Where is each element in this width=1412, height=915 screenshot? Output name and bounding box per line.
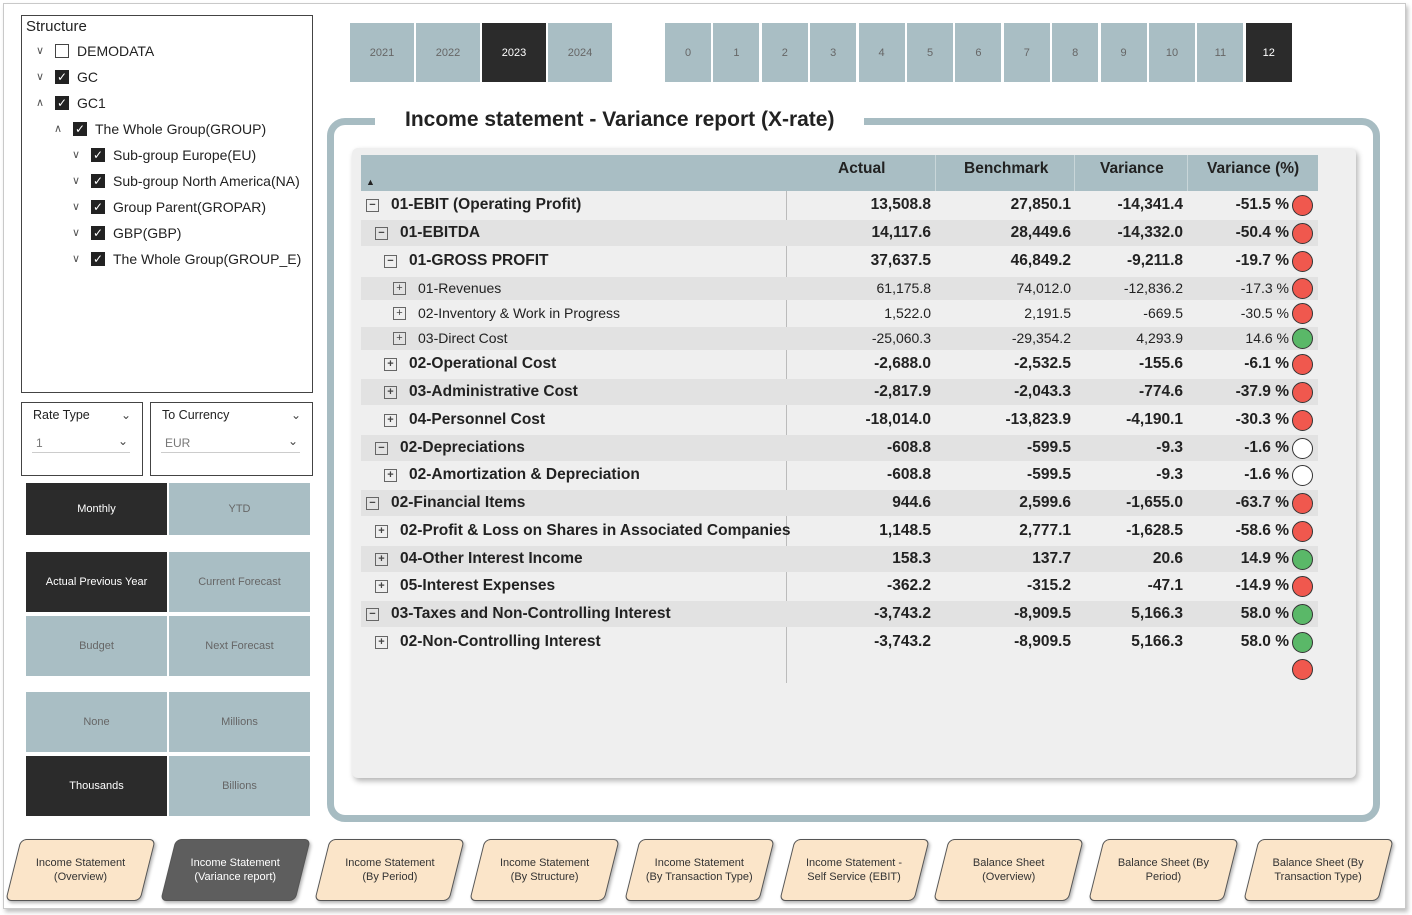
expand-icon[interactable]: + bbox=[393, 282, 406, 295]
cell-actual: 61,175.8 bbox=[876, 280, 931, 296]
cell-pct: 58.0 % bbox=[1240, 605, 1289, 622]
cell-variance: 5,166.3 bbox=[1131, 633, 1183, 650]
column-divider bbox=[1074, 155, 1075, 191]
cell-benchmark: 137.7 bbox=[1032, 550, 1071, 567]
expand-icon[interactable]: + bbox=[384, 386, 397, 399]
structure-item[interactable] bbox=[69, 170, 300, 192]
row-label-text: 01-GROSS PROFIT bbox=[409, 252, 549, 269]
row-label bbox=[375, 438, 525, 458]
cell-variance: -1,655.0 bbox=[1126, 494, 1183, 511]
checkbox[interactable]: ✓ bbox=[74, 122, 86, 136]
row-label-text: 04-Other Interest Income bbox=[400, 550, 583, 567]
row-label bbox=[366, 493, 525, 513]
cell-pct: -6.1 % bbox=[1244, 355, 1289, 372]
report-title: Income statement - Variance report (X-rate) bbox=[375, 105, 864, 135]
row-label-text: 01-EBITDA bbox=[400, 224, 481, 241]
page-tab[interactable] bbox=[787, 839, 922, 901]
cell-variance: -155.6 bbox=[1139, 355, 1183, 372]
row-label bbox=[366, 604, 671, 624]
tab-label: Income Statement (Variance report) bbox=[190, 857, 280, 883]
period-button-2[interactable]: 2 bbox=[762, 23, 808, 82]
page-tab[interactable] bbox=[632, 839, 767, 901]
period-button-7[interactable]: 7 bbox=[1004, 23, 1050, 82]
structure-item-label: GC bbox=[77, 69, 98, 85]
status-indicator-red bbox=[1292, 659, 1313, 680]
row-label-text: 02-Depreciations bbox=[400, 439, 525, 456]
cell-variance: -1,628.5 bbox=[1126, 522, 1183, 539]
cell-benchmark: -29,354.2 bbox=[1011, 330, 1071, 346]
cell-benchmark: 2,191.5 bbox=[1024, 305, 1071, 321]
status-indicator-red bbox=[1292, 576, 1313, 597]
row-label-text: 05-Interest Expenses bbox=[400, 577, 556, 594]
period-button-5[interactable]: 5 bbox=[907, 23, 953, 82]
cell-benchmark: -8,909.5 bbox=[1014, 633, 1071, 650]
tab-label: Income Statement (By Period) bbox=[345, 857, 435, 883]
column-header-benchmark[interactable]: Benchmark bbox=[964, 160, 1049, 177]
status-indicator-red bbox=[1292, 223, 1313, 244]
collapse-icon[interactable]: − bbox=[366, 497, 379, 510]
row-label bbox=[384, 251, 549, 271]
row-label-text: 02-Financial Items bbox=[391, 494, 526, 511]
current-forecast-button[interactable]: Current Forecast bbox=[169, 552, 310, 612]
actual-previous-year-button[interactable]: Actual Previous Year bbox=[26, 552, 167, 612]
structure-item[interactable] bbox=[69, 222, 181, 244]
status-indicator-green bbox=[1292, 549, 1313, 570]
checkbox[interactable]: ✓ bbox=[92, 252, 104, 266]
structure-item-label: The Whole Group(GROUP_E) bbox=[113, 251, 302, 267]
expand-icon[interactable]: + bbox=[375, 636, 388, 649]
row-label bbox=[393, 303, 620, 323]
cell-pct: -17.3 % bbox=[1240, 280, 1289, 296]
expand-icon[interactable]: + bbox=[375, 525, 388, 538]
row-label bbox=[375, 632, 601, 652]
scale-billions-button[interactable]: Billions bbox=[169, 756, 310, 816]
page-tab[interactable] bbox=[1251, 839, 1386, 901]
expand-icon[interactable]: + bbox=[384, 358, 397, 371]
status-indicator-red bbox=[1292, 410, 1313, 431]
chevron-up-icon[interactable]: ∧ bbox=[53, 123, 63, 135]
cell-benchmark: 28,449.6 bbox=[1010, 224, 1071, 241]
chevron-down-icon[interactable]: ⌄ bbox=[120, 408, 131, 422]
cell-benchmark: -599.5 bbox=[1027, 466, 1071, 483]
column-header-variance[interactable]: Variance bbox=[1100, 160, 1164, 177]
cell-benchmark: 2,777.1 bbox=[1019, 522, 1071, 539]
page-tab[interactable] bbox=[13, 839, 148, 901]
tab-label: Balance Sheet (Overview) bbox=[972, 857, 1045, 883]
row-label bbox=[384, 382, 578, 402]
page-tab[interactable] bbox=[322, 839, 457, 901]
cell-benchmark: 2,599.6 bbox=[1019, 494, 1071, 511]
rate-type-label: Rate Type bbox=[33, 408, 90, 422]
structure-item-label: GC1 bbox=[77, 95, 106, 111]
row-label-text: 01-EBIT (Operating Profit) bbox=[391, 196, 582, 213]
cell-variance: -774.6 bbox=[1139, 383, 1183, 400]
expand-icon[interactable]: + bbox=[384, 414, 397, 427]
chevron-down-icon[interactable]: ⌄ bbox=[290, 408, 301, 422]
row-label-text: 02-Inventory & Work in Progress bbox=[418, 305, 621, 321]
monthly-button[interactable]: Monthly bbox=[26, 483, 167, 535]
chevron-up-icon[interactable]: ∧ bbox=[35, 97, 45, 109]
structure-item[interactable] bbox=[33, 92, 106, 114]
checkbox[interactable] bbox=[55, 44, 69, 58]
row-label bbox=[375, 576, 555, 596]
cell-actual: -608.8 bbox=[887, 466, 931, 483]
row-label-text: 02-Profit & Loss on Shares in Associated Companies bbox=[400, 522, 791, 539]
cell-actual: -18,014.0 bbox=[865, 411, 931, 428]
cell-variance: -9.3 bbox=[1156, 466, 1183, 483]
column-divider bbox=[1187, 155, 1188, 191]
structure-item-label: The Whole Group(GROUP) bbox=[95, 121, 267, 137]
structure-item-label: Group Parent(GROPAR) bbox=[113, 199, 267, 215]
chevron-down-icon[interactable]: ⌄ bbox=[287, 434, 298, 448]
checkbox[interactable]: ✓ bbox=[92, 226, 104, 240]
period-button-4[interactable]: 4 bbox=[859, 23, 905, 82]
cell-benchmark: -2,043.3 bbox=[1014, 383, 1071, 400]
expand-icon[interactable]: + bbox=[393, 307, 406, 320]
row-label bbox=[366, 195, 581, 215]
status-indicator-red bbox=[1292, 303, 1313, 324]
chevron-down-icon[interactable]: ∨ bbox=[71, 201, 81, 213]
cell-variance: -12,836.2 bbox=[1123, 280, 1183, 296]
structure-item[interactable] bbox=[51, 118, 266, 140]
tab-label: Balance Sheet (By Period) bbox=[1117, 857, 1209, 883]
ytd-button[interactable]: YTD bbox=[169, 483, 310, 535]
cell-actual: -3,743.2 bbox=[874, 605, 931, 622]
structure-item[interactable] bbox=[69, 248, 301, 270]
collapse-icon[interactable]: − bbox=[366, 199, 379, 212]
cell-pct: 58.0 % bbox=[1240, 633, 1289, 650]
tab-label: Balance Sheet (By Transaction Type) bbox=[1272, 857, 1364, 883]
cell-variance: -4,190.1 bbox=[1126, 411, 1183, 428]
checkbox[interactable]: ✓ bbox=[92, 174, 104, 188]
cell-pct: -63.7 % bbox=[1235, 494, 1289, 511]
column-header-variance-pct[interactable]: Variance (%) bbox=[1207, 160, 1300, 177]
cell-benchmark: -315.2 bbox=[1027, 577, 1071, 594]
rate-type-dropdown[interactable]: 1 bbox=[32, 433, 130, 453]
tab-label: Income Statement (By Structure) bbox=[499, 857, 590, 883]
structure-item[interactable] bbox=[33, 40, 154, 62]
expand-icon[interactable]: + bbox=[375, 553, 388, 566]
cell-pct: -19.7 % bbox=[1235, 252, 1289, 269]
cell-pct: -58.6 % bbox=[1235, 522, 1289, 539]
row-label-text: 03-Taxes and Non-Controlling Interest bbox=[391, 605, 671, 622]
tab-label: Income Statement (By Transaction Type) bbox=[645, 857, 753, 883]
cell-variance: -669.5 bbox=[1143, 305, 1183, 321]
chevron-down-icon[interactable]: ∨ bbox=[71, 149, 81, 161]
structure-item[interactable] bbox=[33, 66, 98, 88]
cell-benchmark: -2,532.5 bbox=[1014, 355, 1071, 372]
cell-variance: 20.6 bbox=[1152, 550, 1183, 567]
cell-pct: -30.5 % bbox=[1240, 305, 1289, 321]
chevron-down-icon[interactable]: ∨ bbox=[71, 175, 81, 187]
structure-item-label: Sub-group North America(NA) bbox=[113, 173, 300, 189]
cell-pct: 14.9 % bbox=[1240, 550, 1289, 567]
chevron-down-icon[interactable]: ∨ bbox=[71, 227, 81, 239]
cell-actual: -608.8 bbox=[887, 439, 931, 456]
collapse-icon[interactable]: − bbox=[375, 442, 388, 455]
cell-pct: 14.6 % bbox=[1245, 330, 1289, 346]
row-label-text: 02-Non-Controlling Interest bbox=[400, 633, 601, 650]
structure-item[interactable] bbox=[69, 144, 256, 166]
status-indicator-red bbox=[1292, 251, 1313, 272]
structure-title: Structure bbox=[26, 18, 87, 35]
collapse-icon[interactable]: − bbox=[366, 608, 379, 621]
to-currency-dropdown[interactable]: EUR bbox=[161, 433, 300, 453]
row-label-text: 02-Amortization & Depreciation bbox=[409, 466, 640, 483]
cell-variance: 4,293.9 bbox=[1136, 330, 1183, 346]
status-indicator-red bbox=[1292, 493, 1313, 514]
period-button-12[interactable]: 12 bbox=[1246, 23, 1292, 82]
period-button-11[interactable]: 11 bbox=[1197, 23, 1243, 82]
status-indicator-red bbox=[1292, 278, 1313, 299]
row-label-text: 01-Revenues bbox=[418, 280, 502, 296]
period-button-0[interactable]: 0 bbox=[665, 23, 711, 82]
row-label bbox=[393, 278, 501, 298]
cell-pct: -37.9 % bbox=[1235, 383, 1289, 400]
status-indicator-green bbox=[1292, 632, 1313, 653]
cell-actual: 158.3 bbox=[892, 550, 931, 567]
checkbox[interactable]: ✓ bbox=[92, 148, 104, 162]
period-button-3[interactable]: 3 bbox=[810, 23, 856, 82]
cell-actual: -362.2 bbox=[887, 577, 931, 594]
expand-icon[interactable]: + bbox=[393, 332, 406, 345]
table-row bbox=[361, 656, 1318, 682]
row-label bbox=[375, 521, 790, 541]
cell-actual: 1,148.5 bbox=[879, 522, 931, 539]
page-tab[interactable] bbox=[477, 839, 612, 901]
column-header-actual[interactable]: Actual bbox=[838, 160, 886, 177]
cell-variance: -14,341.4 bbox=[1117, 196, 1183, 213]
status-indicator-white bbox=[1292, 465, 1313, 486]
expand-icon[interactable]: + bbox=[384, 469, 397, 482]
chevron-down-icon[interactable]: ∨ bbox=[71, 253, 81, 265]
row-label bbox=[384, 354, 556, 374]
year-button-2024[interactable]: 2024 bbox=[548, 23, 612, 82]
period-button-1[interactable]: 1 bbox=[713, 23, 759, 82]
sort-ascending-icon[interactable]: ▲ bbox=[366, 177, 375, 187]
status-indicator-white bbox=[1292, 438, 1313, 459]
cell-benchmark: -13,823.9 bbox=[1005, 411, 1071, 428]
cell-pct: -1.6 % bbox=[1244, 466, 1289, 483]
cell-benchmark: 46,849.2 bbox=[1010, 252, 1071, 269]
row-label-text: 04-Personnel Cost bbox=[409, 411, 546, 428]
next-forecast-button[interactable]: Next Forecast bbox=[169, 616, 310, 676]
cell-actual: 14,117.6 bbox=[871, 224, 931, 241]
status-indicator-red bbox=[1292, 354, 1313, 375]
cell-variance: 5,166.3 bbox=[1131, 605, 1183, 622]
row-label-text: 03-Direct Cost bbox=[418, 330, 508, 346]
cell-pct: -50.4 % bbox=[1235, 224, 1289, 241]
cell-benchmark: -8,909.5 bbox=[1014, 605, 1071, 622]
chevron-down-icon[interactable]: ∨ bbox=[35, 71, 45, 83]
row-label-text: 02-Operational Cost bbox=[409, 355, 557, 372]
status-indicator-red bbox=[1292, 521, 1313, 542]
period-button-9[interactable]: 9 bbox=[1101, 23, 1147, 82]
collapse-icon[interactable]: − bbox=[384, 255, 397, 268]
status-indicator-green bbox=[1292, 604, 1313, 625]
scale-thousands-button[interactable]: Thousands bbox=[26, 756, 167, 816]
tab-label: Income Statement - Self Service (EBIT) bbox=[806, 857, 902, 883]
budget-button[interactable]: Budget bbox=[26, 616, 167, 676]
status-indicator-red bbox=[1292, 195, 1313, 216]
checkbox[interactable]: ✓ bbox=[56, 70, 68, 84]
to-currency-slicer bbox=[150, 402, 313, 476]
row-label bbox=[393, 328, 507, 348]
cell-variance: -9,211.8 bbox=[1126, 252, 1183, 269]
cell-pct: -14.9 % bbox=[1235, 577, 1289, 594]
scale-none-button[interactable]: None bbox=[26, 692, 167, 752]
cell-benchmark: 74,012.0 bbox=[1016, 280, 1071, 296]
cell-benchmark: -599.5 bbox=[1027, 439, 1071, 456]
cell-actual: 944.6 bbox=[892, 494, 931, 511]
column-divider bbox=[935, 155, 936, 191]
page-tab[interactable] bbox=[1096, 839, 1231, 901]
year-button-2021[interactable]: 2021 bbox=[350, 23, 414, 82]
cell-variance: -14,332.0 bbox=[1117, 224, 1183, 241]
row-label bbox=[384, 410, 545, 430]
page-tab[interactable] bbox=[941, 839, 1076, 901]
row-label bbox=[384, 465, 640, 485]
period-button-6[interactable]: 6 bbox=[955, 23, 1001, 82]
row-label bbox=[375, 223, 480, 243]
cell-pct: -1.6 % bbox=[1244, 439, 1289, 456]
page-tab[interactable] bbox=[168, 839, 303, 901]
cell-actual: 13,508.8 bbox=[870, 196, 931, 213]
cell-actual: -3,743.2 bbox=[874, 633, 931, 650]
period-button-10[interactable]: 10 bbox=[1149, 23, 1195, 82]
cell-actual: 1,522.0 bbox=[884, 305, 931, 321]
cell-actual: -25,060.3 bbox=[871, 330, 931, 346]
year-button-2023[interactable]: 2023 bbox=[482, 23, 546, 82]
year-button-2022[interactable]: 2022 bbox=[416, 23, 480, 82]
cell-pct: -51.5 % bbox=[1235, 196, 1289, 213]
rate-type-slicer bbox=[21, 402, 143, 476]
chevron-down-icon[interactable]: ⌄ bbox=[117, 434, 128, 448]
chevron-down-icon[interactable]: ∨ bbox=[35, 45, 45, 57]
period-button-8[interactable]: 8 bbox=[1052, 23, 1098, 82]
cell-variance: -47.1 bbox=[1147, 577, 1183, 594]
cell-pct: -30.3 % bbox=[1235, 411, 1289, 428]
checkbox[interactable]: ✓ bbox=[56, 96, 68, 110]
structure-item[interactable] bbox=[69, 196, 266, 218]
cell-benchmark: 27,850.1 bbox=[1010, 196, 1071, 213]
collapse-icon[interactable]: − bbox=[375, 227, 388, 240]
row-label bbox=[375, 549, 583, 569]
cell-actual: -2,817.9 bbox=[874, 383, 931, 400]
expand-icon[interactable]: + bbox=[375, 580, 388, 593]
cell-variance: -9.3 bbox=[1156, 439, 1183, 456]
cell-actual: 37,637.5 bbox=[870, 252, 931, 269]
to-currency-label: To Currency bbox=[162, 408, 230, 422]
status-indicator-red bbox=[1292, 382, 1313, 403]
row-label-text: 03-Administrative Cost bbox=[409, 383, 578, 400]
checkbox[interactable]: ✓ bbox=[92, 200, 104, 214]
cell-actual: -2,688.0 bbox=[874, 355, 931, 372]
tab-label: Income Statement (Overview) bbox=[35, 857, 126, 883]
structure-item-label: Sub-group Europe(EU) bbox=[113, 147, 257, 163]
scale-millions-button[interactable]: Millions bbox=[169, 692, 310, 752]
status-indicator-green bbox=[1292, 328, 1313, 349]
structure-item-label: DEMODATA bbox=[77, 43, 155, 59]
structure-item-label: GBP(GBP) bbox=[113, 225, 182, 241]
